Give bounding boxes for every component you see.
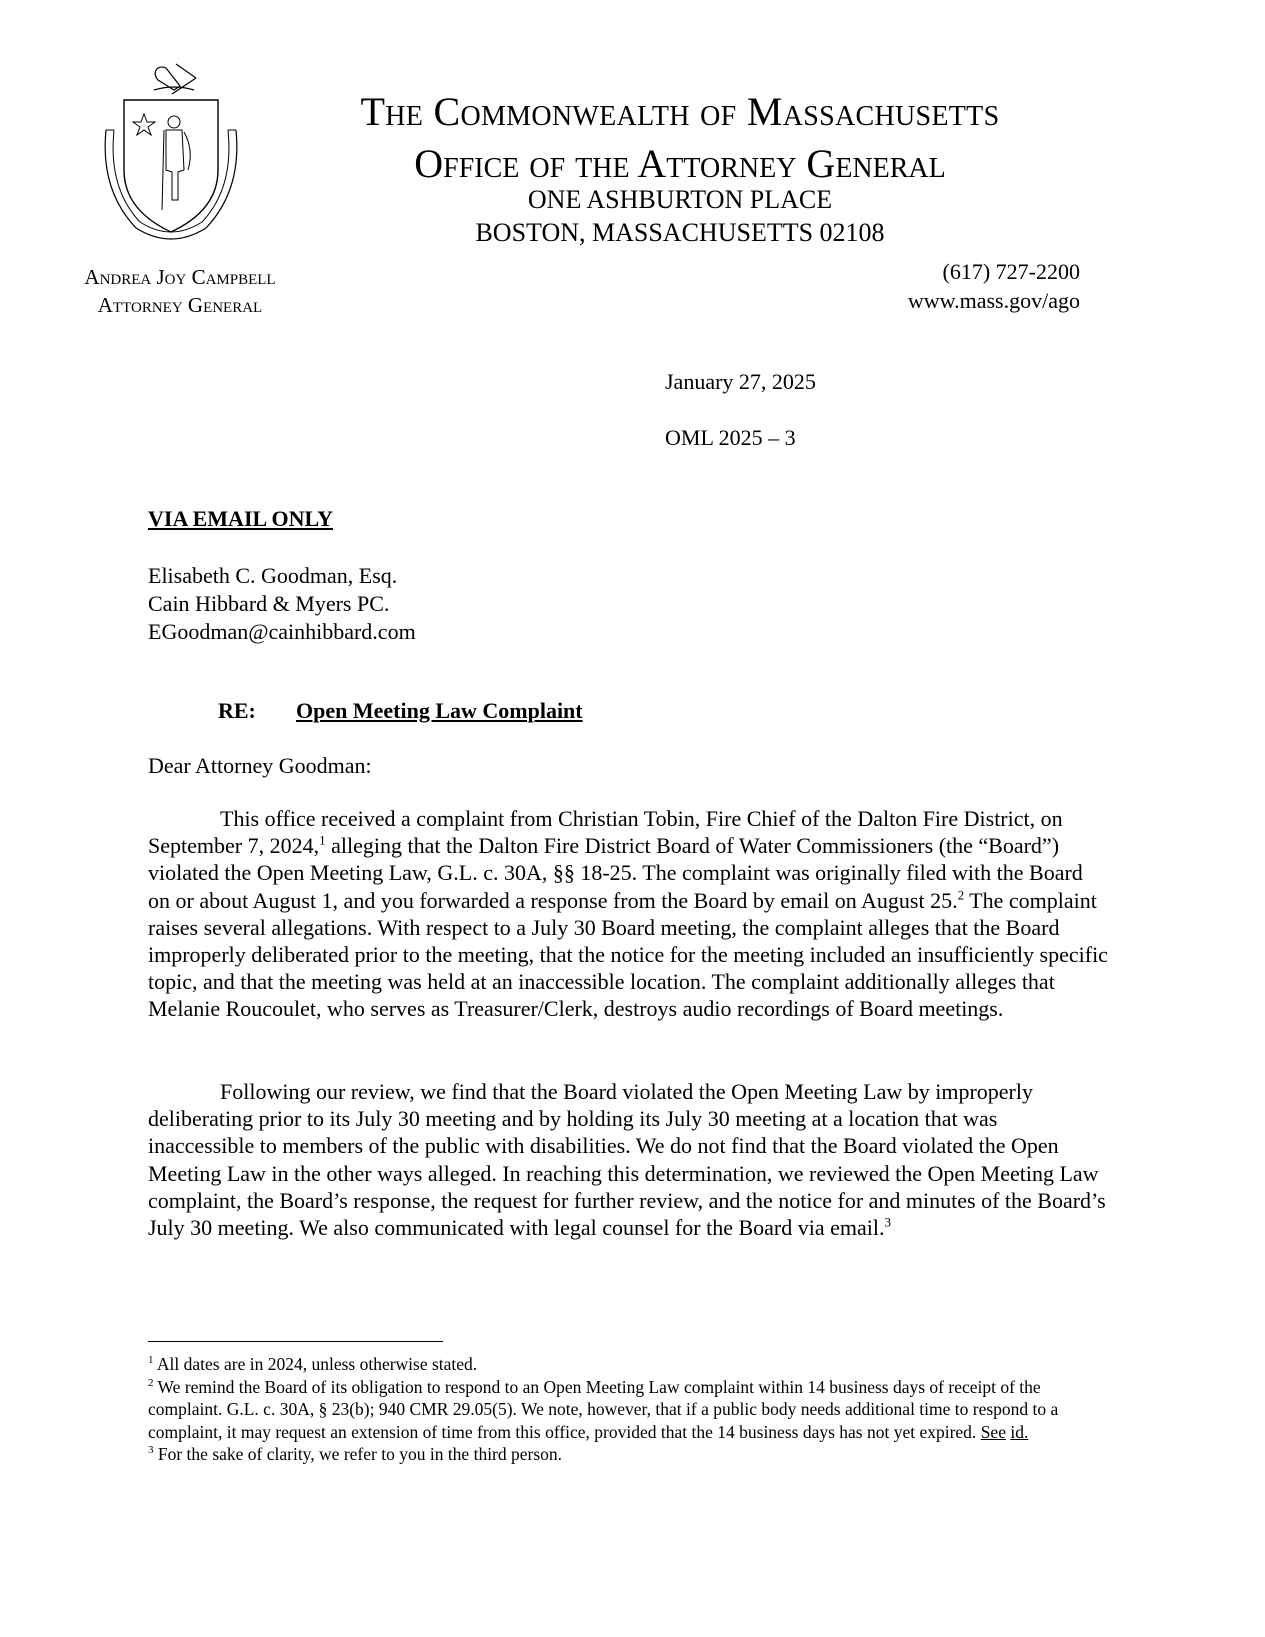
footnote-2-text: We remind the Board of its obligation to respond to an Open Meeting Law complaint within 14 business days of receipt of the complaint. G.L. c. 30A, § 23(b); 940 CMR 29.05(5). We note, however, that if a public body needs additional time to respond to a complaint, it may request an extension of time from this office, provided that the 14 business days has not yet expired. (148, 1376, 1059, 1442)
p2-text-a: Following our review, we find that the Board violated the Open Meeting Law by improperly deliberating prior to its July 30 meeting and by holding its July 30 meeting at a location that was inaccessible to members of the public with disabilities. We do not find that the Board violated the Open Meeting Law in the other ways alleged. In reaching this determination, we reviewed the Open Meeting Law complaint, the Board’s response, the request for further review, and the notice for and minutes of the Board’s July 30 meeting. We also communicated with legal counsel for the Board via email. (148, 1079, 1106, 1241)
body-paragraph-2 (148, 1078, 1108, 1241)
re-label: RE: (218, 698, 256, 723)
letterhead-address-line1: ONE ASHBURTON PLACE (527, 185, 833, 214)
letterhead-commonwealth: The Commonwealth of Massachusetts (360, 89, 1000, 134)
recipient-firm: Cain Hibbard & Myers PC. (148, 591, 390, 616)
footnote-separator (148, 1341, 443, 1342)
letterhead-office: Office of the Attorney General (414, 141, 946, 186)
footnote-3-text: For the sake of clarity, we refer to you in the third person. (153, 1444, 563, 1464)
footnote-ref-1: 1 (319, 832, 326, 848)
footnote-2-number: 2 (148, 1376, 154, 1389)
office-phone: (617) 727-2200 (942, 259, 1080, 284)
footnote-3 (148, 1443, 1088, 1466)
footnote-1-text: All dates are in 2024, unless otherwise stated. (153, 1354, 478, 1374)
recipient-block (148, 562, 416, 646)
seal-icon (96, 60, 246, 255)
office-website: www.mass.gov/ago (907, 288, 1080, 313)
recipient-email: EGoodman@cainhibbard.com (148, 619, 416, 644)
footnote-2 (148, 1376, 1088, 1444)
attorney-general-name: Andrea Joy Campbell (84, 265, 276, 289)
re-subject: Open Meeting Law Complaint (296, 698, 583, 723)
footnote-ref-2: 2 (957, 887, 965, 903)
letter-date: January 27, 2025 (665, 369, 816, 394)
footnote-1 (148, 1353, 1088, 1376)
p1-text-c: The complaint raises several allegations. With respect to a July 30 Board meeting, the complaint alleges that the Board improperly deliberated prior to the meeting, that the notice for the meeting included an insufficiently specific topic, and that the meeting was held at an inaccessible location. The complaint additionally alleges that Melanie Roucoulet, who serves as Treasurer/Clerk, destroys audio recordings of Board meetings. (148, 887, 1108, 1022)
attorney-general-title: Attorney General (97, 293, 263, 317)
recipient-name: Elisabeth C. Goodman, Esq. (148, 563, 398, 588)
footnote-3-number: 3 (148, 1444, 154, 1457)
p1-text-b: alleging that the Dalton Fire District Board of Water Commissioners (the “Board”) violated the Open Meeting Law, G.L. c. 30A, §§ 18-25. The complaint was originally filed with the Board on or about August 1, and you forwarded a response from the Board by email on August 25. (148, 833, 1083, 913)
massachusetts-seal (96, 60, 246, 255)
salutation: Dear Attorney Goodman: (148, 753, 372, 778)
footnote-2-id: id. (1010, 1421, 1029, 1442)
footnote-1-number: 1 (148, 1354, 154, 1367)
p1-text-a: This office received a complaint from Christian Tobin, Fire Chief of the Dalton Fire District, on September 7, 2024, (148, 806, 1063, 859)
letter-reference: OML 2025 – 3 (665, 425, 796, 450)
body-paragraph-1 (148, 805, 1108, 1023)
footnote-ref-3: 3 (884, 1214, 891, 1230)
letterhead-address-line2: BOSTON, MASSACHUSETTS 02108 (475, 218, 885, 247)
footnotes (148, 1353, 1088, 1466)
delivery-method: VIA EMAIL ONLY (148, 506, 334, 531)
footnote-2-see: See (980, 1421, 1006, 1442)
